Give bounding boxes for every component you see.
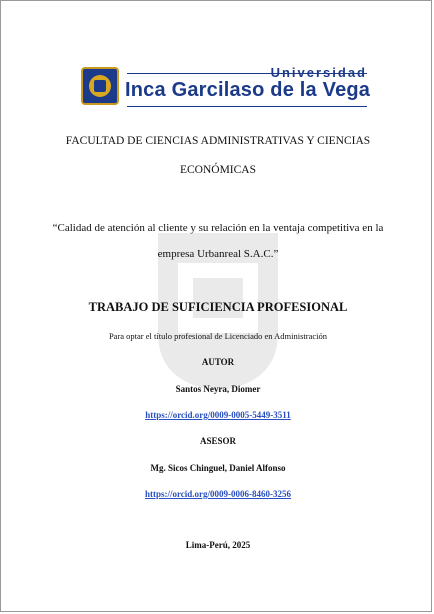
author-label: AUTOR: [201, 357, 235, 367]
advisor-orcid-link[interactable]: https://orcid.org/0009-0006-8460-3256: [144, 489, 292, 499]
faculty-line-2: ECONÓMICAS: [179, 164, 257, 176]
work-type-heading: TRABAJO DE SUFICIENCIA PROFESIONAL: [88, 300, 348, 314]
degree-text: Para optar el título profesional de Licenciado en Administración: [108, 331, 328, 341]
thesis-title-line-1: “Calidad de atención al cliente y su relación en la ventaja competitiva en la: [52, 222, 384, 234]
logo-top-text: Universidad: [270, 65, 367, 80]
university-logo: [79, 65, 369, 109]
thesis-title-line-2: empresa Urbanreal S.A.C.”: [157, 248, 279, 260]
faculty-line-1: FACULTAD DE CIENCIAS ADMINISTRATIVAS Y CIENCIAS: [65, 135, 371, 147]
university-seal-icon: [81, 67, 119, 105]
advisor-name: Mg. Sicos Chinguel, Daniel Alfonso: [150, 463, 286, 473]
logo-bottom-text: Inca Garcilaso de la Vega: [125, 79, 371, 101]
place-date: Lima-Perú, 2025: [185, 540, 251, 550]
author-orcid-link[interactable]: https://orcid.org/0009-0005-5449-3511: [145, 410, 291, 420]
author-name: Santos Neyra, Diomer: [175, 384, 261, 394]
advisor-label: ASESOR: [199, 436, 236, 446]
